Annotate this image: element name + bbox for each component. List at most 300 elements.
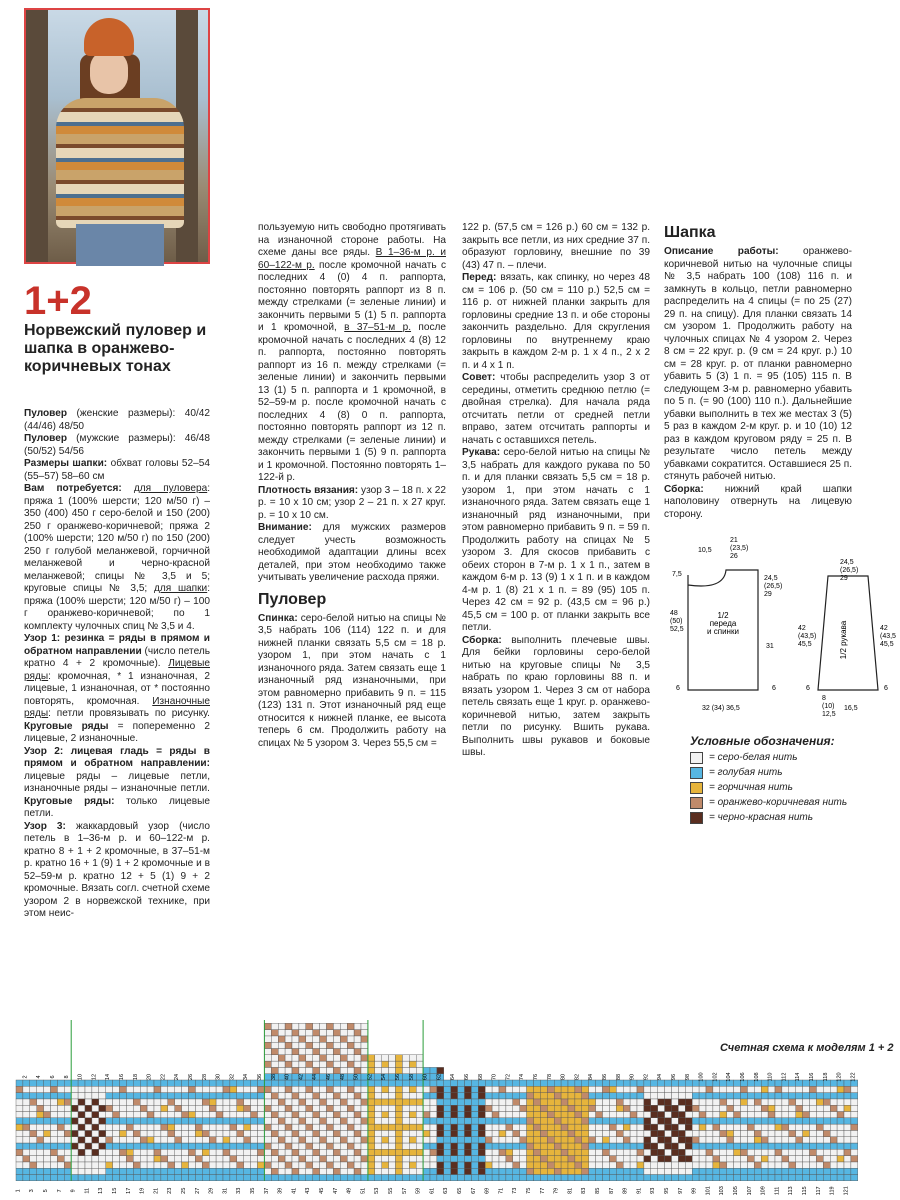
chart-bottom-number: 15 [112,1187,119,1194]
chart-cell [685,1143,692,1149]
legend-item [690,750,847,765]
chart-cell [747,1137,754,1143]
chart-cell [57,1162,64,1168]
chart-cell [202,1105,209,1111]
chart-cell [340,1036,347,1042]
chart-top-number: 86 [601,1073,608,1081]
chart-cell [851,1137,858,1143]
chart-cell [527,1099,534,1105]
chart-top-number: 122 [850,1072,857,1082]
chart-cell [796,1086,803,1092]
chart-cell [534,1112,541,1118]
chart-cell [271,1168,278,1174]
chart-top-number: 98 [684,1073,691,1081]
chart-cell [534,1086,541,1092]
chart-cell [37,1162,44,1168]
chart-cell [195,1175,202,1181]
chart-cell [844,1162,851,1168]
chart-cell [168,1124,175,1130]
chart-cell [71,1137,78,1143]
chart-cell [409,1130,416,1136]
chart-cell [844,1112,851,1118]
chart-cell [478,1124,485,1130]
chart-cell [561,1112,568,1118]
chart-cell [837,1099,844,1105]
chart-top-number: 2 [22,1075,29,1079]
chart-cell [768,1093,775,1099]
chart-cell [568,1105,575,1111]
chart-cell [727,1086,734,1092]
chart-cell [568,1162,575,1168]
chart-cell [644,1086,651,1092]
chart-cell [437,1118,444,1124]
chart-cell [768,1124,775,1130]
chart-cell [603,1086,610,1092]
chart-cell [57,1099,64,1105]
chart-cell [520,1118,527,1124]
chart-cell [589,1162,596,1168]
chart-cell [575,1124,582,1130]
chart-bottom-number: 93 [650,1187,657,1194]
chart-cell [471,1124,478,1130]
chart-cell [823,1162,830,1168]
chart-cell [251,1137,258,1143]
chart-cell [492,1137,499,1143]
chart-cell [423,1112,430,1118]
chart-cell [37,1143,44,1149]
chart-top-number: 80 [560,1073,567,1081]
chart-cell [147,1093,154,1099]
chart-cell [306,1149,313,1155]
chart-cell [189,1099,196,1105]
chart-cell [347,1093,354,1099]
chart-cell [789,1162,796,1168]
chart-cell [402,1055,409,1061]
chart-cell [361,1149,368,1155]
chart-cell [99,1137,106,1143]
chart-cell [672,1093,679,1099]
chart-cell [741,1118,748,1124]
chart-cell [699,1162,706,1168]
chart-cell [133,1149,140,1155]
chart-cell [78,1099,85,1105]
chart-cell [540,1093,547,1099]
chart-cell [720,1124,727,1130]
chart-cell [320,1036,327,1042]
chart-cell [237,1156,244,1162]
chart-cell [382,1105,389,1111]
chart-cell [478,1175,485,1181]
chart-cell [720,1168,727,1174]
chart-cell [837,1112,844,1118]
chart-cell [154,1105,161,1111]
chart-cell [209,1149,216,1155]
chart-cell [651,1168,658,1174]
chart-cell [747,1124,754,1130]
chart-cell [216,1149,223,1155]
chart-cell [789,1143,796,1149]
chart-top-number: 76 [532,1073,539,1081]
chart-cell [609,1162,616,1168]
chart-cell [264,1042,271,1048]
chart-cell [554,1168,561,1174]
chart-cell [333,1149,340,1155]
chart-cell [830,1105,837,1111]
chart-cell [747,1149,754,1155]
chart-cell [844,1099,851,1105]
chart-cell [161,1143,168,1149]
chart-cell [340,1030,347,1036]
chart-cell [258,1112,265,1118]
chart-cell [120,1112,127,1118]
chart-cell [782,1124,789,1130]
chart-cell [306,1030,313,1036]
chart-cell [409,1149,416,1155]
chart-cell [313,1067,320,1073]
chart-cell [320,1030,327,1036]
chart-cell [175,1086,182,1092]
chart-cell [499,1175,506,1181]
chart-cell [278,1086,285,1092]
chart-cell [264,1175,271,1181]
chart-cell [251,1175,258,1181]
chart-cell [237,1112,244,1118]
chart-cell [644,1118,651,1124]
chart-cell [368,1149,375,1155]
chart-cell [734,1124,741,1130]
chart-cell [333,1156,340,1162]
chart-cell [458,1162,465,1168]
chart-cell [230,1149,237,1155]
column-3 [462,222,650,760]
chart-cell [320,1055,327,1061]
chart-cell [64,1080,71,1086]
chart-cell [534,1162,541,1168]
chart-cell [416,1143,423,1149]
chart-cell [78,1086,85,1092]
chart-cell [409,1061,416,1067]
chart-cell [333,1105,340,1111]
chart-cell [354,1061,361,1067]
chart-cell [644,1156,651,1162]
chart-cell [568,1086,575,1092]
chart-cell [678,1118,685,1124]
chart-cell [354,1105,361,1111]
chart-cell [520,1175,527,1181]
chart-cell [520,1143,527,1149]
chart-cell [327,1030,334,1036]
chart-cell [361,1023,368,1029]
chart-cell [540,1099,547,1105]
chart-cell [644,1130,651,1136]
chart-cell [216,1168,223,1174]
dim-sleeve-right: 42 (43,5 45,5 [880,625,896,648]
chart-cell [830,1086,837,1092]
chart-cell [126,1105,133,1111]
chart-cell [244,1137,251,1143]
chart-cell [499,1112,506,1118]
chart-cell [147,1168,154,1174]
chart-cell [340,1124,347,1130]
chart-cell [258,1162,265,1168]
chart-cell [451,1143,458,1149]
chart-cell [223,1086,230,1092]
chart-cell [823,1149,830,1155]
chart-cell [382,1067,389,1073]
chart-cell [347,1023,354,1029]
paragraph: Сборка: нижний край шапки наполовину отвернуть на лицевую сторону. [664,483,852,520]
chart-cell [547,1086,554,1092]
chart-cell [292,1036,299,1042]
chart-cell [175,1105,182,1111]
chart-cell [285,1030,292,1036]
chart-cell [175,1093,182,1099]
chart-cell [775,1099,782,1105]
chart-cell [658,1124,665,1130]
chart-cell [692,1168,699,1174]
chart-cell [589,1130,596,1136]
chart-cell [803,1168,810,1174]
chart-cell [754,1156,761,1162]
chart-cell [299,1105,306,1111]
chart-cell [51,1168,58,1174]
chart-cell [126,1086,133,1092]
chart-cell [706,1143,713,1149]
chart-cell [665,1118,672,1124]
chart-cell [527,1130,534,1136]
chart-cell [354,1162,361,1168]
chart-cell [147,1099,154,1105]
chart-cell [85,1137,92,1143]
chart-cell [775,1112,782,1118]
chart-bottom-number: 83 [581,1187,588,1194]
page-title: Норвежский пуловер и шапка в оранжево-коричневых тонах [24,322,207,375]
chart-bottom-number: 73 [512,1187,519,1194]
chart-cell [299,1036,306,1042]
chart-cell [230,1162,237,1168]
chart-cell [44,1168,51,1174]
chart-cell [713,1137,720,1143]
chart-cell [347,1175,354,1181]
chart-top-number: 90 [629,1073,636,1081]
chart-cell [85,1143,92,1149]
chart-cell [306,1162,313,1168]
chart-cell [354,1149,361,1155]
chart-cell [340,1042,347,1048]
chart-cell [299,1175,306,1181]
chart-cell [396,1067,403,1073]
chart-cell [92,1118,99,1124]
chart-cell [106,1137,113,1143]
chart-cell [57,1118,64,1124]
chart-cell [596,1143,603,1149]
chart-cell [789,1175,796,1181]
chart-cell [616,1162,623,1168]
chart-cell [223,1093,230,1099]
chart-cell [658,1099,665,1105]
chart-cell [437,1137,444,1143]
chart-cell [195,1118,202,1124]
chart-cell [389,1137,396,1143]
chart-cell [285,1067,292,1073]
chart-cell [161,1137,168,1143]
chart-cell [837,1156,844,1162]
chart-cell [823,1112,830,1118]
chart-cell [320,1168,327,1174]
chart-cell [568,1156,575,1162]
chart-cell [630,1143,637,1149]
chart-cell [603,1130,610,1136]
chart-cell [582,1105,589,1111]
chart-cell [340,1093,347,1099]
chart-bottom-number: 101 [705,1186,712,1196]
chart-cell [175,1137,182,1143]
chart-cell [623,1093,630,1099]
chart-cell [368,1067,375,1073]
chart-cell [609,1137,616,1143]
chart-cell [320,1162,327,1168]
chart-cell [237,1124,244,1130]
chart-cell [85,1156,92,1162]
chart-cell [720,1118,727,1124]
chart-cell [195,1130,202,1136]
chart-cell [71,1156,78,1162]
chart-cell [306,1042,313,1048]
chart-cell [603,1124,610,1130]
chart-cell [30,1168,37,1174]
chart-cell [306,1086,313,1092]
chart-cell [278,1023,285,1029]
chart-top-number: 32 [229,1073,236,1081]
chart-cell [126,1175,133,1181]
chart-bottom-number: 81 [567,1187,574,1194]
chart-cell [327,1112,334,1118]
chart-cell [347,1130,354,1136]
chart-cell [71,1149,78,1155]
chart-cell [492,1086,499,1092]
chart-cell [285,1130,292,1136]
chart-cell [264,1162,271,1168]
chart-cell [340,1086,347,1092]
chart-top-number: 82 [574,1073,581,1081]
chart-bottom-number: 51 [360,1187,367,1194]
chart-cell [30,1080,37,1086]
chart-cell [423,1105,430,1111]
chart-top-number: 72 [505,1073,512,1081]
chart-cell [182,1137,189,1143]
chart-cell [789,1168,796,1174]
chart-cell [651,1124,658,1130]
chart-cell [568,1143,575,1149]
chart-cell [630,1168,637,1174]
chart-cell [292,1118,299,1124]
chart-cell [492,1149,499,1155]
chart-cell [237,1086,244,1092]
chart-cell [327,1118,334,1124]
chart-cell [175,1112,182,1118]
chart-cell [16,1168,23,1174]
chart-cell [520,1156,527,1162]
chart-cell [113,1143,120,1149]
chart-cell [57,1093,64,1099]
chart-cell [313,1118,320,1124]
chart-cell [540,1162,547,1168]
chart-cell [389,1130,396,1136]
chart-cell [658,1162,665,1168]
chart-cell [665,1156,672,1162]
chart-cell [92,1168,99,1174]
chart-cell [209,1130,216,1136]
chart-cell [57,1137,64,1143]
chart-cell [396,1175,403,1181]
chart-cell [547,1175,554,1181]
chart-cell [402,1168,409,1174]
chart-cell [561,1130,568,1136]
chart-cell [57,1175,64,1181]
chart-cell [195,1156,202,1162]
chart-cell [609,1156,616,1162]
chart-cell [830,1130,837,1136]
chart-cell [251,1112,258,1118]
chart-cell [64,1099,71,1105]
chart-cell [692,1130,699,1136]
chart-cell [747,1143,754,1149]
chart-cell [430,1124,437,1130]
chart-cell [465,1156,472,1162]
chart-cell [313,1036,320,1042]
chart-cell [182,1156,189,1162]
chart-cell [713,1162,720,1168]
chart-cell [554,1162,561,1168]
chart-cell [292,1105,299,1111]
chart-cell [168,1168,175,1174]
chart-cell [189,1105,196,1111]
paragraph: Узор 2: лицевая гладь = ряды в прямом и обратном направлении: лицевые ряды – лицевые петли, изнаночные ряды – изнаночные петли. Круговые ряды: только лицевые петли. [24,745,210,819]
chart-cell [485,1156,492,1162]
chart-cell [216,1175,223,1181]
chart-cell [354,1143,361,1149]
chart-top-number: 26 [187,1073,194,1081]
chart-top-number: 34 [243,1073,250,1081]
chart-cell [78,1156,85,1162]
chart-cell [161,1168,168,1174]
chart-cell [596,1149,603,1155]
chart-bottom-number: 115 [802,1186,809,1196]
chart-cell [520,1086,527,1092]
chart-cell [278,1105,285,1111]
chart-cell [734,1168,741,1174]
chart-cell [313,1162,320,1168]
chart-cell [465,1086,472,1092]
chart-bottom-number: 77 [539,1187,546,1194]
section-title-pullover: Пуловер [258,590,327,608]
chart-cell [313,1156,320,1162]
chart-cell [258,1130,265,1136]
chart-cell [182,1086,189,1092]
chart-cell [727,1175,734,1181]
chart-cell [285,1112,292,1118]
chart-cell [768,1149,775,1155]
chart-cell [168,1162,175,1168]
chart-cell [402,1105,409,1111]
chart-cell [437,1156,444,1162]
chart-cell [630,1137,637,1143]
chart-cell [540,1168,547,1174]
chart-cell [147,1162,154,1168]
chart-cell [734,1099,741,1105]
chart-cell [237,1118,244,1124]
chart-cell [768,1168,775,1174]
